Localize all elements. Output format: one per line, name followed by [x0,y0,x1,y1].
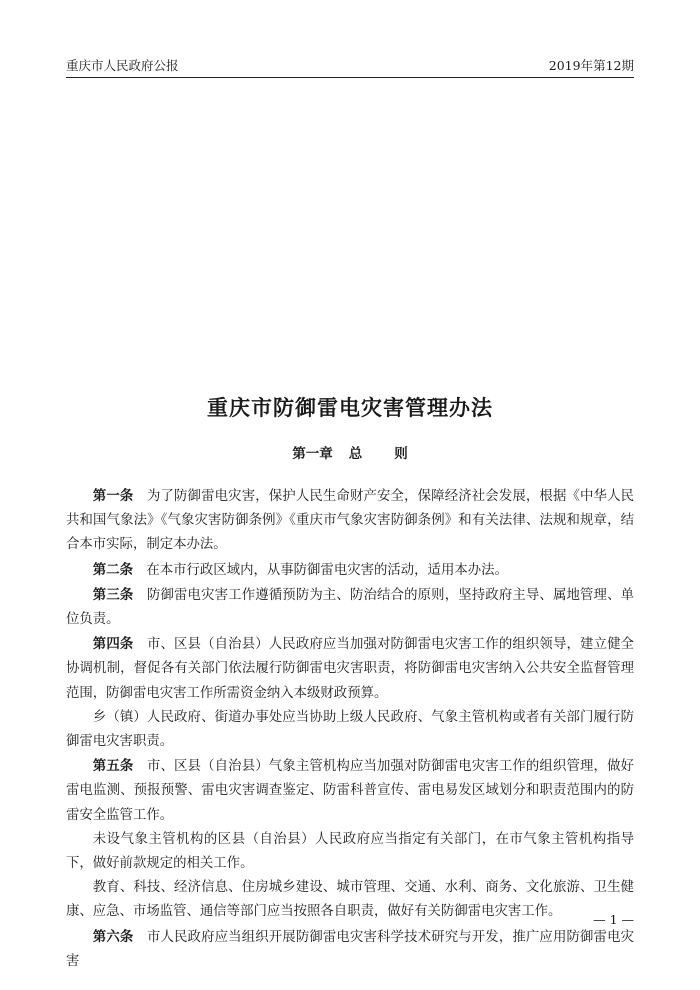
paragraph [66,876,634,924]
article-label: 第三条 [92,586,134,603]
paragraph [66,754,634,828]
paragraph [66,583,634,632]
article-label: 第一条 [92,488,134,504]
paragraph-text: 市、区县（自治县）气象主管机构应当加强对防御雷电灾害工作的组织管理，做好雷电监测、预报预警、雷电灾害调查鉴定、防雷科普宣传、雷电易发区域划分和职责范围内的防雷安全监管工作。 [66,759,635,823]
paragraph [66,558,634,583]
paragraph-text: 市人民政府应当组织开展防御雷电灾害科学技术研究与开发，推广应用防御雷电灾害 [66,929,635,969]
article-label: 第二条 [92,561,133,578]
article-label: 第五条 [92,758,134,775]
page-number: — 1 — [593,912,634,927]
paragraph-text: 为了防御雷电灾害，保护人民生命财产安全，保障经济社会发展，根据《中华人民共和国气象法》《气象灾害防御条例》《重庆市气象灾害防御条例》和有关法律、法规和规章，结合本市实际，制定本办法。 [66,489,635,553]
paragraph-text: 在本市行政区域内，从事防御雷电灾害的活动，适用本办法。 [146,562,508,578]
paragraph [66,484,634,558]
article-label: 第四条 [92,636,134,653]
paragraph [66,828,634,876]
paragraph-text: 防御雷电灾害工作遵循预防为主、防治结合的原则，坚持政府主导、属地管理、单位负责。 [66,587,635,628]
publication-name: 重庆市人民政府公报 [66,58,179,73]
paragraph [66,706,634,754]
article-label: 第六条 [92,928,134,945]
chapter-label: 第一章 [292,446,333,462]
paragraph [66,925,634,974]
document-body [66,484,634,974]
issue-number: 2019年第12期 [548,58,634,73]
paragraph-text: 未设气象主管机构的区县（自治县）人民政府应当指定有关部门，在市气象主管机构指导下，做好前款规定的相关工作。 [66,831,634,872]
chapter-heading [0,442,700,462]
chapter-word-2: 则 [394,446,408,462]
page-header [66,52,634,78]
chapter-word-1: 总 [348,446,363,462]
paragraph [66,632,634,706]
paragraph-text: 乡（镇）人民政府、街道办事处应当协助上级人民政府、气象主管机构或者有关部门履行防御雷电灾害职责。 [66,709,634,750]
paragraph-text: 市、区县（自治县）人民政府应当加强对防御雷电灾害工作的组织领导，建立健全协调机制，督促各有关部门依法履行防御雷电灾害职责，将防御雷电灾害纳入公共安全监督管理范围，防御雷电灾害工作所需资金纳入本级财政预算。 [66,637,635,701]
document-title: 重庆市防御雷电灾害管理办法 [207,395,493,420]
paragraph-text: 教育、科技、经济信息、住房城乡建设、城市管理、交通、水利、商务、文化旅游、卫生健康、应急、市场监管、通信等部门应当按照各自职责，做好有关防御雷电灾害工作。 [66,880,634,920]
